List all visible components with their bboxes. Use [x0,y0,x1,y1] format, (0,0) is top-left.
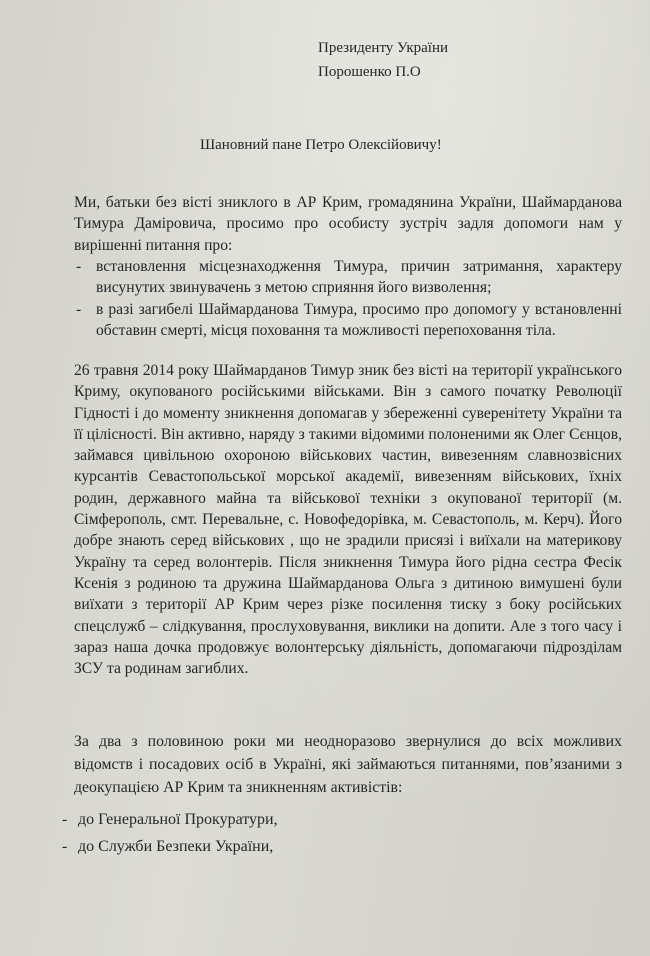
list-item [62,806,610,833]
dash-bullet: - [62,811,68,828]
list-item-text: встановлення місцезнаходження Тимура, причин затримання, характеру висунутих звинувачень з метою сприяння його визволення; [96,258,622,297]
addressee-name: Порошенко П.О [318,64,421,80]
dash-bullet: - [76,258,82,275]
addressee-title: Президенту України [318,40,449,56]
agencies-list [62,806,610,860]
intro-paragraph: Ми, батьки без вісті зниклого в АР Крим, громадянина України, Шаймарданова Тимура Даміровича, просимо про особисту зустріч задля допомоги нам у вирішенні питання про: [74,194,622,254]
list-item [74,256,622,299]
request-list [74,256,622,341]
dash-bullet: - [76,300,82,318]
list-item [62,833,610,860]
dash-bullet: - [62,838,68,855]
list-item-text: до Служби Безпеки України, [78,838,274,855]
salutation: Шановний пане Петро Олексійовичу! [200,137,442,153]
list-item-text: в разі загибелі Шаймарданова Тимура, просимо про допомогу у встановленні обставин смерті, місця поховання та можливості перепоховання тіла. [96,300,622,339]
list-item-text: до Генеральної Прокуратури, [78,811,278,828]
list-item [74,299,622,342]
story-paragraph: 26 травня 2014 року Шаймарданов Тимур зник без вісті на території українського Криму, окупованого російськими військами. Він з самого початку Революції Гідності і до моменту зникнення допомагав у збереженні суверенітету України та її цілісності. Він активно, наряду з такими відомими полоненими як Олег Сєнцов, займався цивільною охороною військових частин, вивезенням славнозвісних курсантів Севастопольської морської академії, вивезенням військових, їхніх родин, державного майна та військової техніки з окупованої території (м. Сімферополь, смт. Перевальне, с. Новофедорівка, м. Севастополь, м. Керч). Його добре знають серед військових , що не зрадили присязі і виїхали на материкову Україну та серед волонтерів. Після зникнення Тимура його рідна сестра Фесік Ксенія з родиною та дружина Шаймарданова Ольга з дитиною вимушені були виїхати з території АР Крим через різке посилення тиску з боку російських спецслужб – слідкування, прослуховування, виклики на допити. Але з того часу і зараз наша дочка продовжує волонтерську діяльність, допомагаючи підрозділам ЗСУ та родинам загиблих. [74,362,622,678]
appeals-paragraph: За два з половиною роки ми неодноразово звернулися до всіх можливих відомств і посадових осіб в Україні, які займаються питаннями, пов’язаними з деокупацією АР Крим та зникненням активістів: [74,733,622,796]
